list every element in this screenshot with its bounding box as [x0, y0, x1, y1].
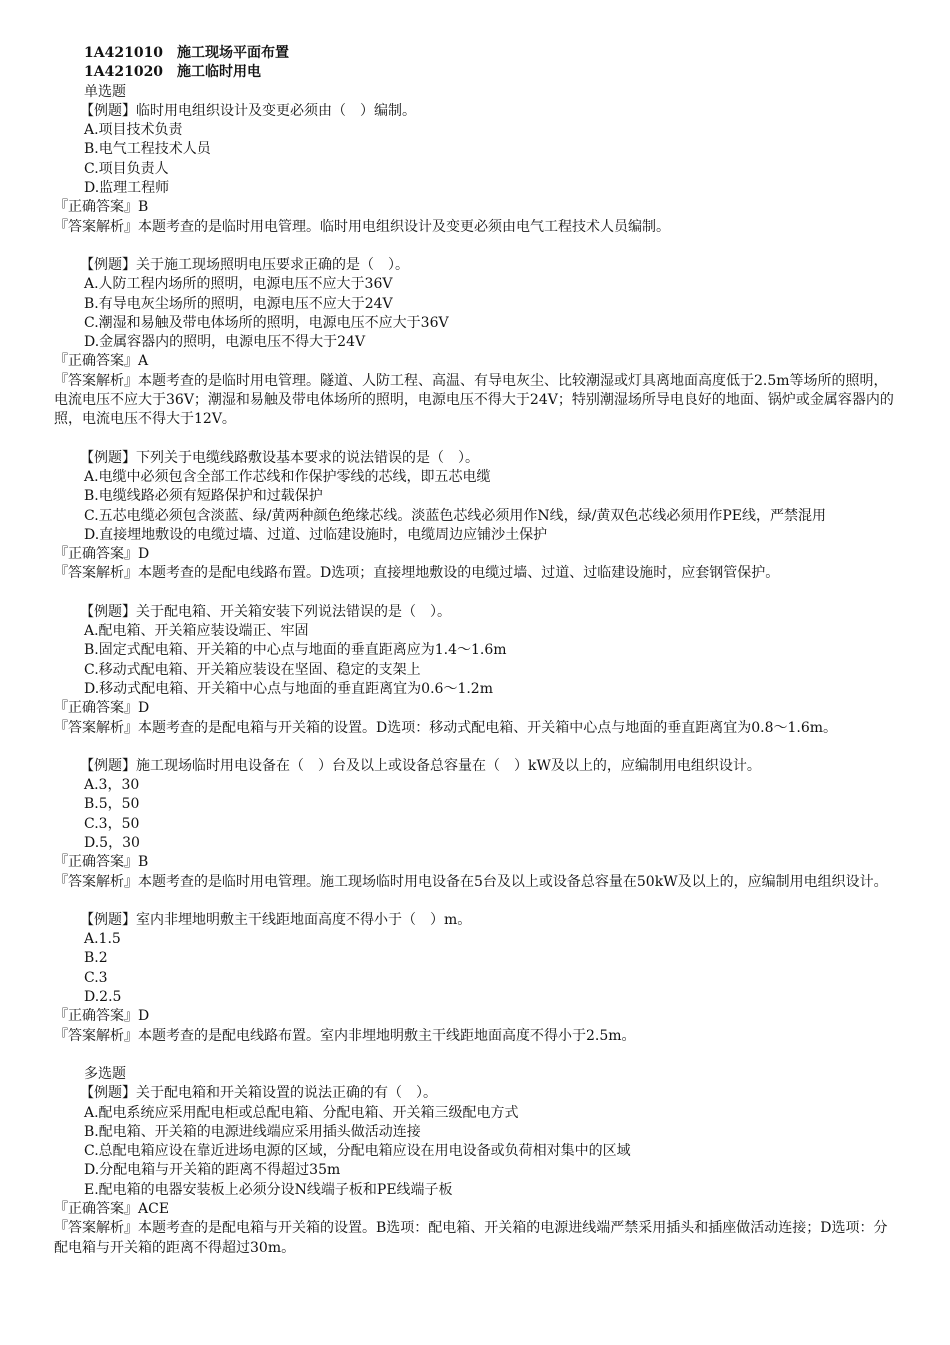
question-7: 【例题】关于配电箱和开关箱设置的说法正确的有（ ）。 [80, 1085, 437, 1102]
spacer [54, 237, 900, 256]
option: B.电气工程技术人员 [84, 141, 211, 158]
correct-answer: 『正确答案』ACE [54, 1201, 170, 1218]
option: D.监理工程师 [84, 180, 170, 197]
answer-analysis: 『答案解析』本题考查的是配电线路布置。D选项；直接埋地敷设的电缆过墙、过道、过临建设施时，应套钢管保护。 [54, 565, 780, 582]
option: D.移动式配电箱、开关箱中心点与地面的垂直距离宜为0.6～1.2m [84, 680, 493, 697]
option: C.潮湿和易触及带电体场所的照明，电源电压不应大于36V [84, 314, 449, 331]
option: A.1.5 [84, 931, 121, 948]
correct-answer: 『正确答案』B [54, 854, 149, 871]
option: D.金属容器内的照明，电源电压不得大于24V [84, 334, 366, 351]
option: C.3，50 [84, 815, 140, 832]
heading-2: 1A421020 施工临时用电 [84, 64, 262, 81]
option: C.移动式配电箱、开关箱应装设在坚固、稳定的支架上 [84, 661, 421, 678]
question-5: 【例题】施工现场临时用电设备在（ ）台及以上或设备总容量在（ ）kW及以上的，应编制用电组织设计。 [80, 757, 761, 774]
correct-answer: 『正确答案』D [54, 700, 150, 717]
question-1: 【例题】临时用电组织设计及变更必须由（ ）编制。 [80, 102, 416, 119]
option: B.电缆线路必须有短路保护和过载保护 [84, 488, 323, 505]
section-label-single: 单选题 [84, 83, 126, 100]
option: B.配电箱、开关箱的电源进线端应采用插头做活动连接 [84, 1123, 421, 1140]
answer-analysis: 『答案解析』本题考查的是临时用电管理。临时用电组织设计及变更必须由电气工程技术人员编制。 [54, 218, 670, 235]
option: A.电缆中必须包含全部工作芯线和作保护零线的芯线，即五芯电缆 [84, 468, 491, 485]
option: A.项目技术负责 [84, 122, 183, 139]
option: A.人防工程内场所的照明，电源电压不应大于36V [84, 276, 393, 293]
option: A.3，30 [84, 777, 140, 794]
option: C.五芯电缆必须包含淡蓝、绿/黄两种颜色绝缘芯线。淡蓝色芯线必须用作N线，绿/黄双色芯线必须用作PE线，严禁混用 [84, 507, 826, 524]
option: D.5，30 [84, 834, 140, 851]
option: A.配电系统应采用配电柜或总配电箱、分配电箱、开关箱三级配电方式 [84, 1104, 519, 1121]
answer-analysis: 『答案解析』本题考查的是配电箱与开关箱的设置。B选项：配电箱、开关箱的电源进线端严禁采用插头和插座做活动连接；D选项：分配电箱与开关箱的距离不得超过30m。 [54, 1220, 888, 1256]
correct-answer: 『正确答案』D [54, 1008, 150, 1025]
spacer [54, 430, 900, 449]
option: D.直接埋地敷设的电缆过墙、过道、过临建设施时，电缆周边应铺沙土保护 [84, 526, 548, 543]
correct-answer: 『正确答案』D [54, 546, 150, 563]
option: C.总配电箱应设在靠近进场电源的区域，分配电箱应设在用电设备或负荷相对集中的区域 [84, 1143, 631, 1160]
option: B.固定式配电箱、开关箱的中心点与地面的垂直距离应为1.4～1.6m [84, 642, 507, 659]
option: C.3 [84, 969, 108, 986]
question-4: 【例题】关于配电箱、开关箱安装下列说法错误的是（ ）。 [80, 603, 451, 620]
answer-analysis: 『答案解析』本题考查的是配电箱与开关箱的设置。D选项：移动式配电箱、开关箱中心点与地面的垂直距离宜为0.8～1.6m。 [54, 719, 838, 736]
option: B.有导电灰尘场所的照明，电源电压不应大于24V [84, 295, 393, 312]
spacer [54, 738, 900, 757]
heading-1: 1A421010 施工现场平面布置 [84, 45, 290, 61]
option: D.分配电箱与开关箱的距离不得超过35m [84, 1162, 341, 1179]
question-3: 【例题】下列关于电缆线路敷设基本要求的说法错误的是（ ）。 [80, 449, 479, 466]
answer-analysis: 『答案解析』本题考查的是临时用电管理。施工现场临时用电设备在5台及以上或设备总容量在50kW及以上的，应编制用电组织设计。 [54, 873, 888, 890]
question-2: 【例题】关于施工现场照明电压要求正确的是（ ）。 [80, 256, 409, 273]
section-label-multi: 多选题 [84, 1065, 126, 1082]
option: E.配电箱的电器安装板上必须分设N线端子板和PE线端子板 [84, 1181, 453, 1198]
option: B.2 [84, 950, 108, 967]
spacer [54, 584, 900, 603]
spacer [54, 892, 900, 911]
answer-analysis: 『答案解析』本题考查的是配电线路布置。室内非埋地明敷主干线距地面高度不得小于2.5m。 [54, 1027, 636, 1044]
option: A.配电箱、开关箱应装设端正、牢固 [84, 623, 309, 640]
option: C.项目负责人 [84, 160, 169, 177]
correct-answer: 『正确答案』B [54, 199, 149, 216]
spacer [54, 1046, 900, 1065]
option: D.2.5 [84, 989, 122, 1006]
answer-analysis: 『答案解析』本题考查的是临时用电管理。隧道、人防工程、高温、有导电灰尘、比较潮湿或灯具离地面高度低于2.5m等场所的照明，电流电压不应大于36V；潮湿和易触及带电体场所的照明，电源电压不得大于24V；特别潮湿场所导电良好的地面、锅炉或金属容器内的照，电流电压不得大于12V。 [54, 372, 894, 428]
correct-answer: 『正确答案』A [54, 353, 149, 370]
question-6: 【例题】室内非埋地明敷主干线距地面高度不得小于（ ）m。 [80, 911, 472, 928]
option: B.5，50 [84, 796, 140, 813]
